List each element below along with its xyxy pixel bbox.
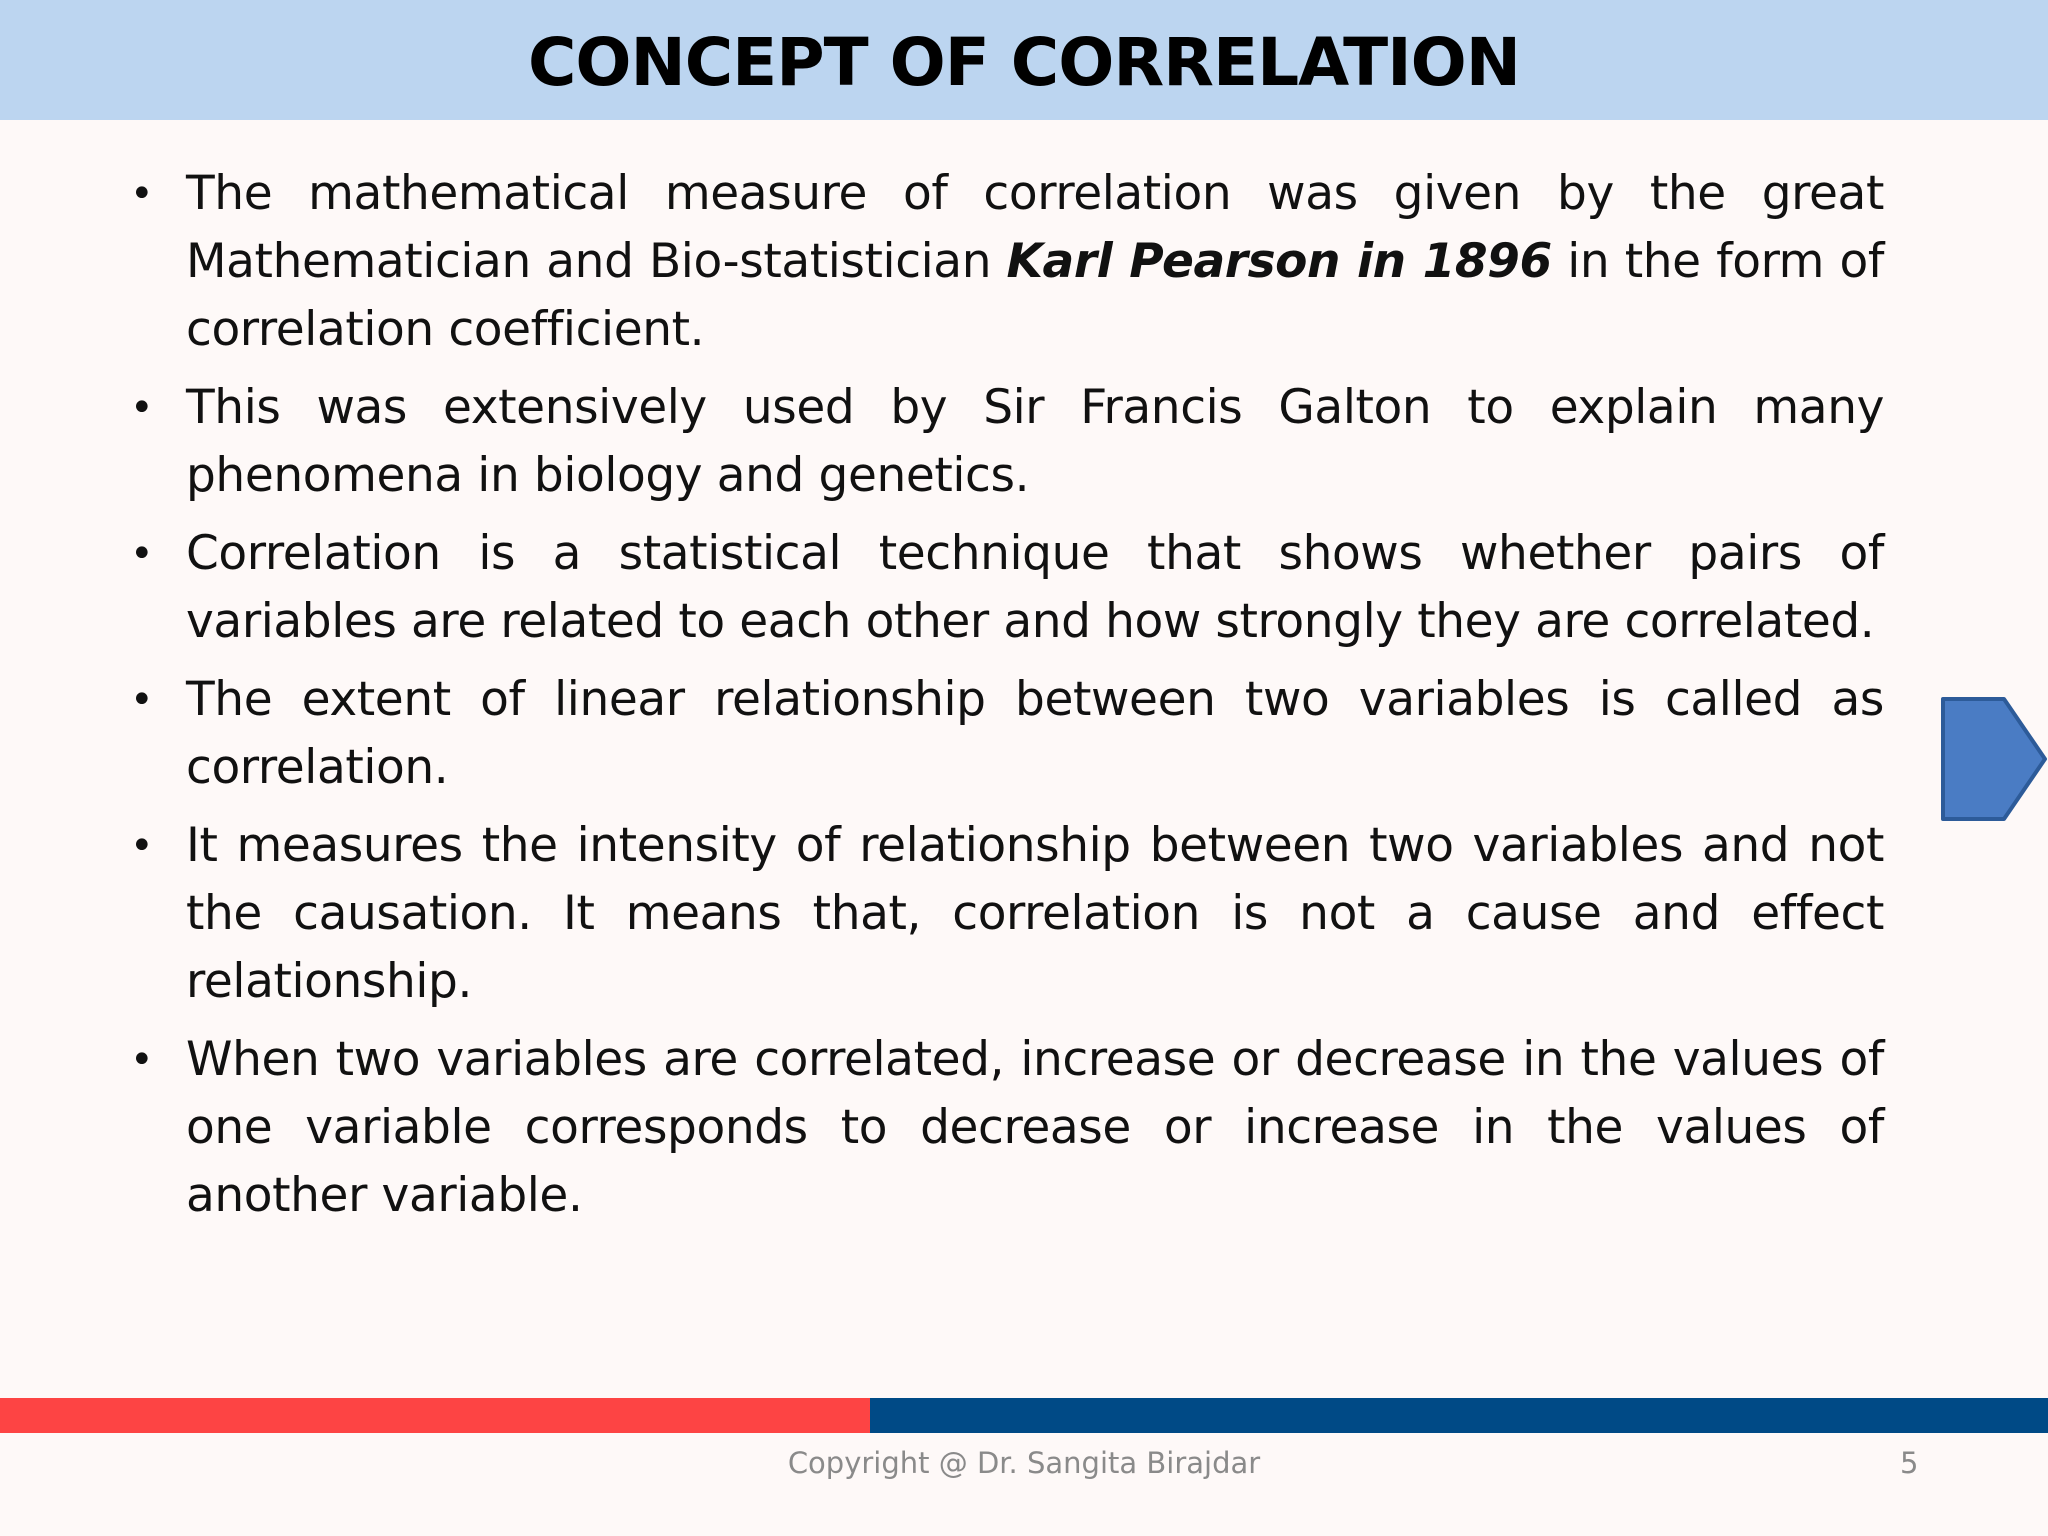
bullet-item	[124, 374, 1884, 510]
bullet-item	[124, 160, 1884, 364]
bullet-text: Correlation is a statistical technique that shows whether pairs of variables are related to each other and how strongly they are correlated.	[186, 526, 1884, 649]
bullet-item	[124, 666, 1884, 802]
bullet-dot: •	[130, 171, 154, 217]
bullet-text: This was extensively used by Sir Francis Galton to explain many phenomena in biology and genetics.	[186, 380, 1884, 503]
bullet-dot: •	[130, 385, 154, 431]
bullet-dot: •	[130, 1037, 154, 1083]
bullet-text: When two variables are correlated, increase or decrease in the values of one variable corresponds to decrease or increase in the values of another variable.	[186, 1032, 1884, 1223]
bullet-text-emphasis: Karl Pearson in 1896	[1006, 234, 1552, 289]
page-number: 5	[1900, 1446, 1919, 1480]
slide-title: CONCEPT OF CORRELATION	[527, 23, 1521, 101]
bullet-dot: •	[130, 823, 154, 869]
bullet-text: It measures the intensity of relationship between two variables and not the causation. It means that, correlation is not a cause and effect relationship.	[186, 818, 1884, 1009]
bullet-list	[124, 160, 1884, 1240]
bullet-text-end: in the form of correlation coefficient.	[186, 234, 1885, 357]
title-bar	[0, 0, 2048, 120]
bullet-item	[124, 1026, 1884, 1230]
bullet-item	[124, 812, 1884, 1016]
bullet-dot: •	[130, 531, 154, 577]
footer-accent-bar-red	[0, 1398, 870, 1433]
footer-accent-bar-blue	[870, 1398, 2048, 1433]
bullet-text-start: The mathematical measure of correlation was given by the great Mathematician and Bio-statistician	[186, 166, 1884, 289]
bullet-item	[124, 520, 1884, 656]
footer-copyright: Copyright @ Dr. Sangita Birajdar	[787, 1446, 1261, 1480]
bullet-dot: •	[130, 677, 154, 723]
bullet-text: The extent of linear relationship between two variables is called as correlation.	[186, 672, 1884, 795]
next-slide-arrow-icon[interactable]	[1940, 696, 2048, 822]
